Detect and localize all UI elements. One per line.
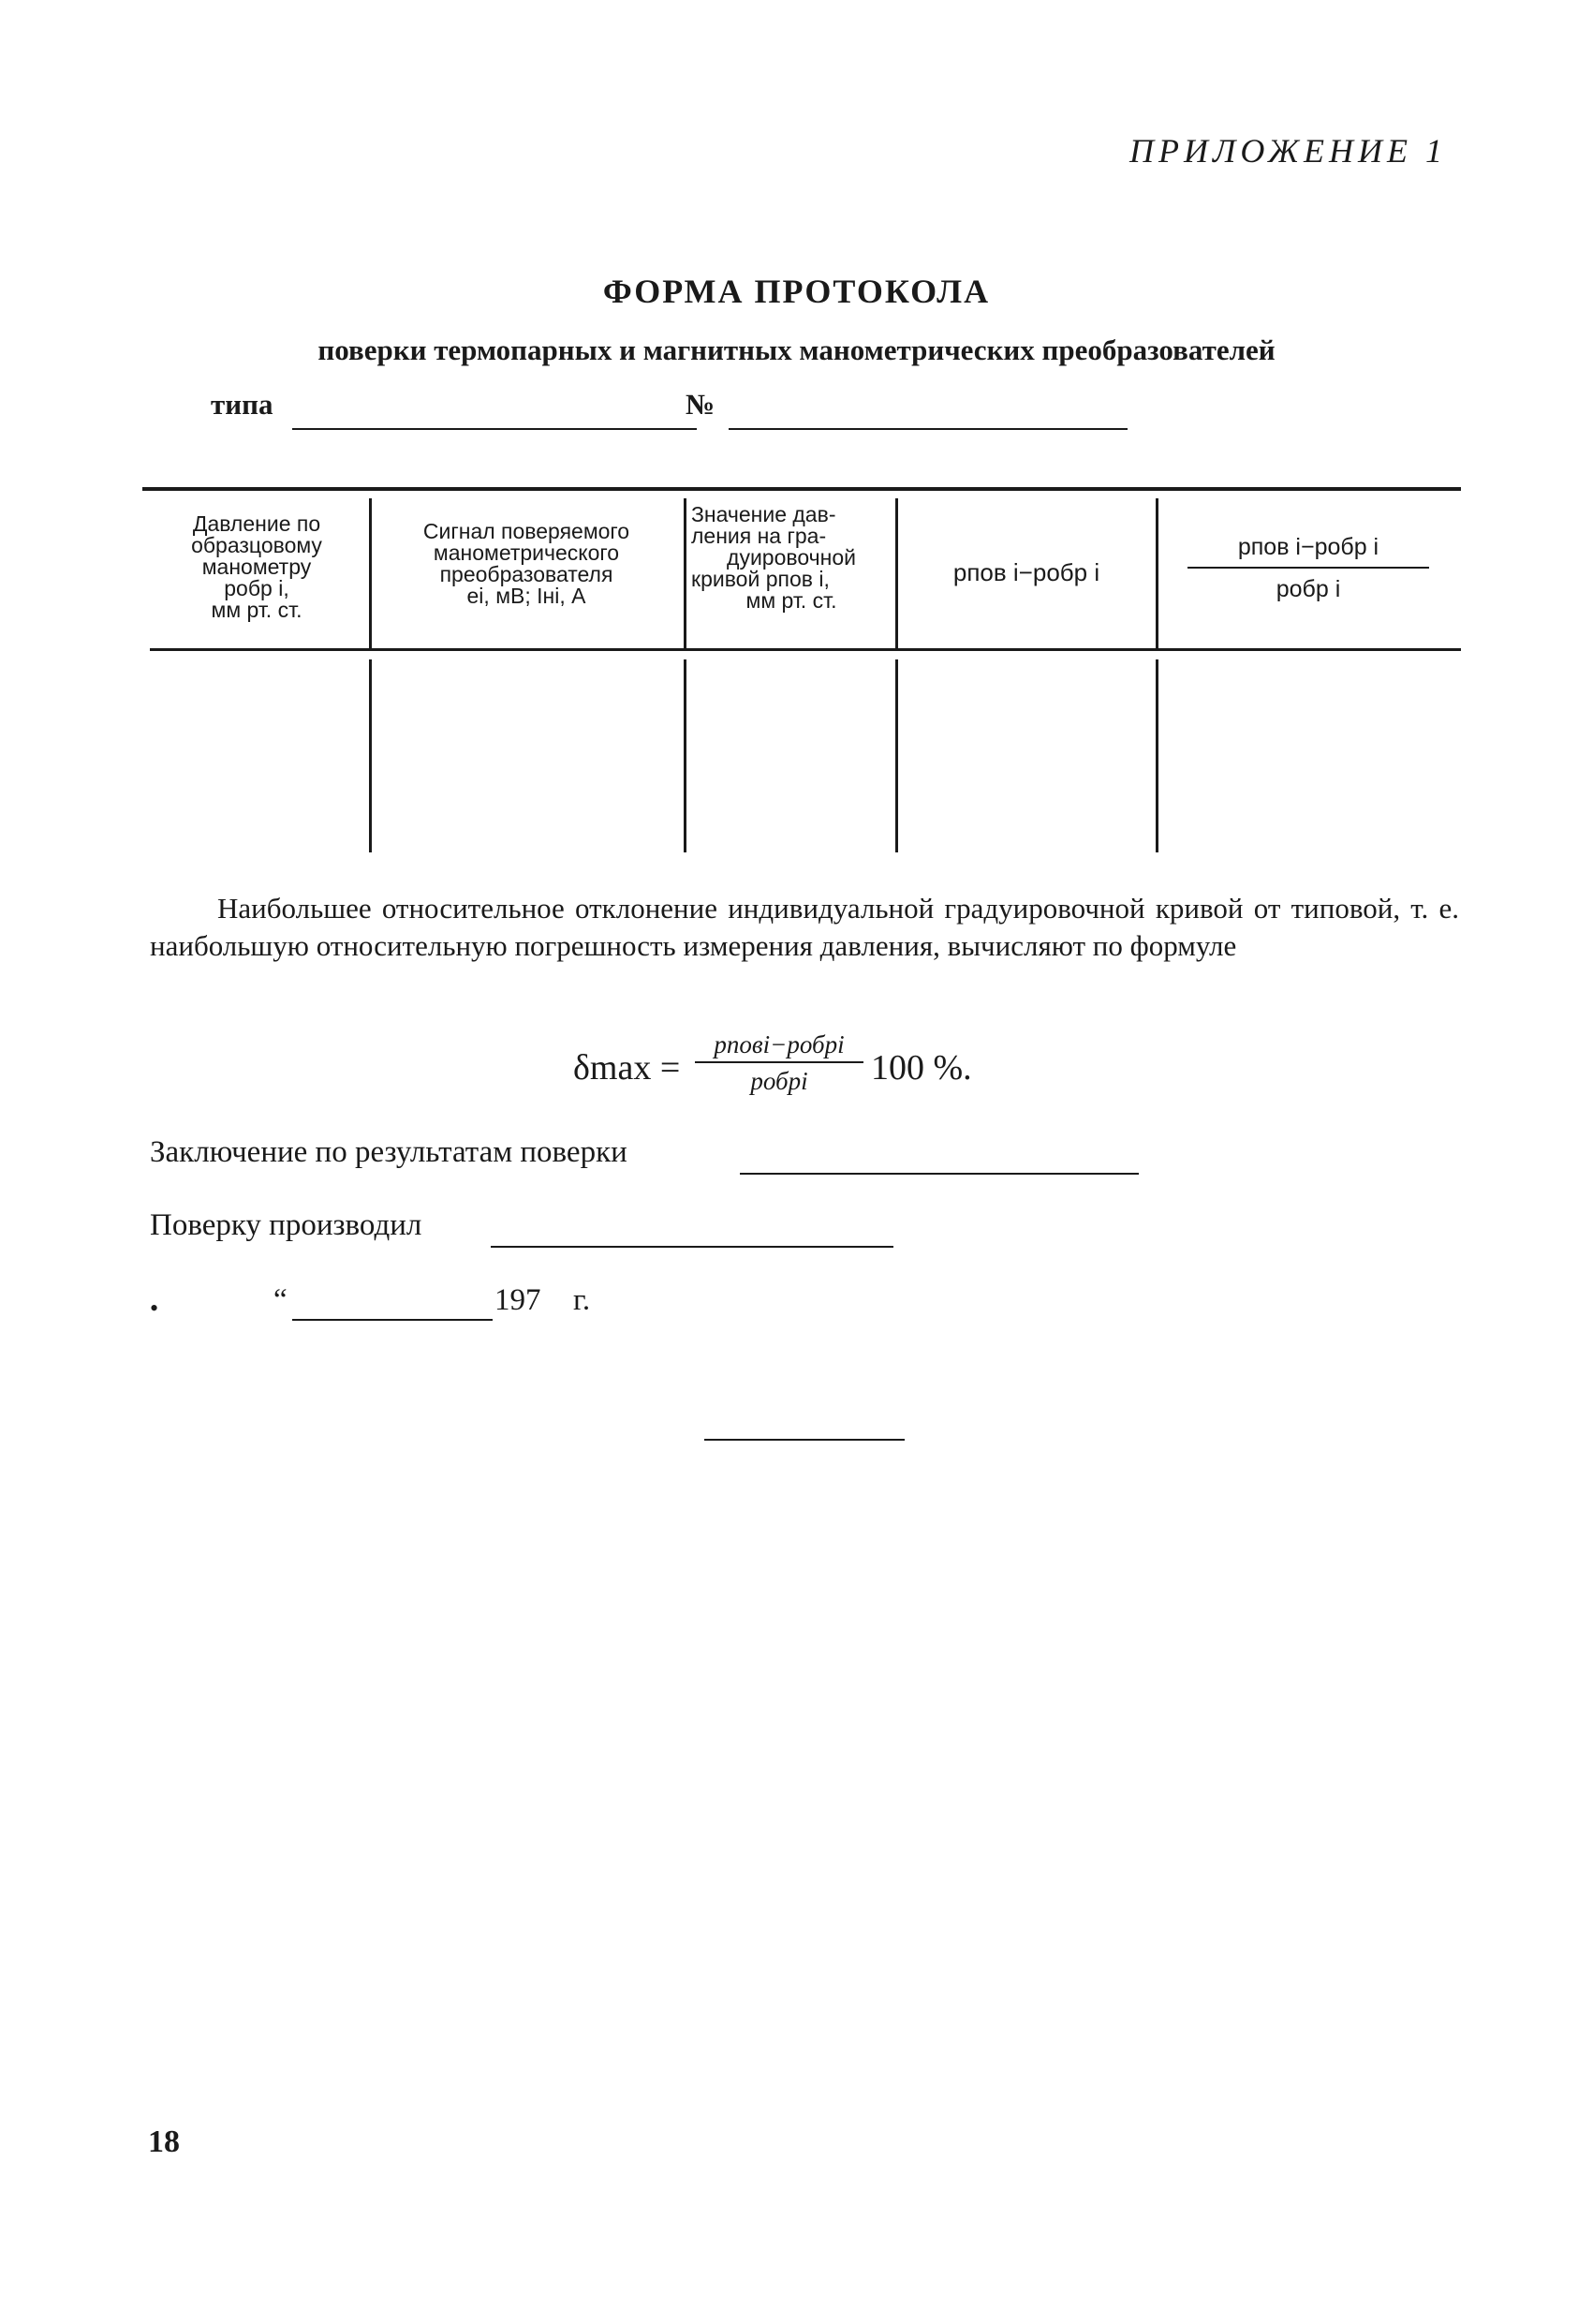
table-top-rule: [142, 487, 1461, 491]
number-label: №: [686, 388, 715, 421]
page-number: 18: [148, 2124, 180, 2159]
header-reference-pressure: Давление по образцовому манометру pобр i, мм рт. ст.: [191, 511, 322, 622]
table-divider-4: [1156, 498, 1158, 650]
table-body-divider-3: [895, 659, 898, 852]
performed-by-label: Поверку производил: [150, 1208, 422, 1242]
type-label: типа: [211, 388, 273, 421]
formula-rhs: 100 %.: [871, 1048, 972, 1088]
header-calibration-curve-pressure: Значение дав- ления на гра- дуировочной кривой pпов i, мм рт. ст.: [691, 502, 856, 613]
formula-lhs: δmax =: [573, 1048, 681, 1088]
body-paragraph: Наибольшее относительное отклонение индивидуальной градуировочной кривой от типовой, т. е. наибольшую относительную погрешность измерения давления, вычисляют по формуле: [150, 892, 1459, 962]
appendix-label: ПРИЛОЖЕНИЕ 1: [1129, 132, 1447, 170]
formula-denominator: pобрi: [750, 1067, 808, 1095]
table-divider-2: [684, 498, 686, 650]
table-body-divider-1: [369, 659, 372, 852]
table-body-divider-4: [1156, 659, 1158, 852]
formula-fraction: [695, 1030, 863, 1096]
date-blank: [292, 1319, 493, 1321]
header-absolute-deviation: pпов i−pобр i: [952, 558, 1100, 586]
type-row: [211, 388, 273, 422]
date-suffix: г.: [573, 1283, 591, 1317]
conclusion-blank: [740, 1173, 1139, 1175]
performed-by-blank: [491, 1246, 893, 1248]
table-header-rule: [150, 648, 1461, 651]
table-body-divider-2: [684, 659, 686, 852]
number-blank: [729, 428, 1128, 430]
document-title: ФОРМА ПРОТОКОЛА: [602, 273, 991, 310]
date-year: 197: [494, 1283, 541, 1317]
end-rule: [704, 1439, 905, 1441]
table-divider-3: [895, 498, 898, 650]
header-transducer-signal: Сигнал поверяемого манометрического преобразователя ei, мВ; Iнi, А: [422, 519, 630, 608]
type-blank: [292, 428, 697, 430]
table-divider-1: [369, 498, 372, 650]
conclusion-label: Заключение по результатам поверки: [150, 1135, 627, 1169]
date-quote: “: [273, 1283, 288, 1317]
header-relative-deviation: pпов i−pобр i pобр i: [1182, 534, 1435, 603]
date-bullet: •: [150, 1295, 159, 1322]
document-subtitle: поверки термопарных и магнитных манометрических преобразователей: [317, 333, 1276, 366]
formula-numerator: pповi−pобрi: [714, 1030, 845, 1058]
